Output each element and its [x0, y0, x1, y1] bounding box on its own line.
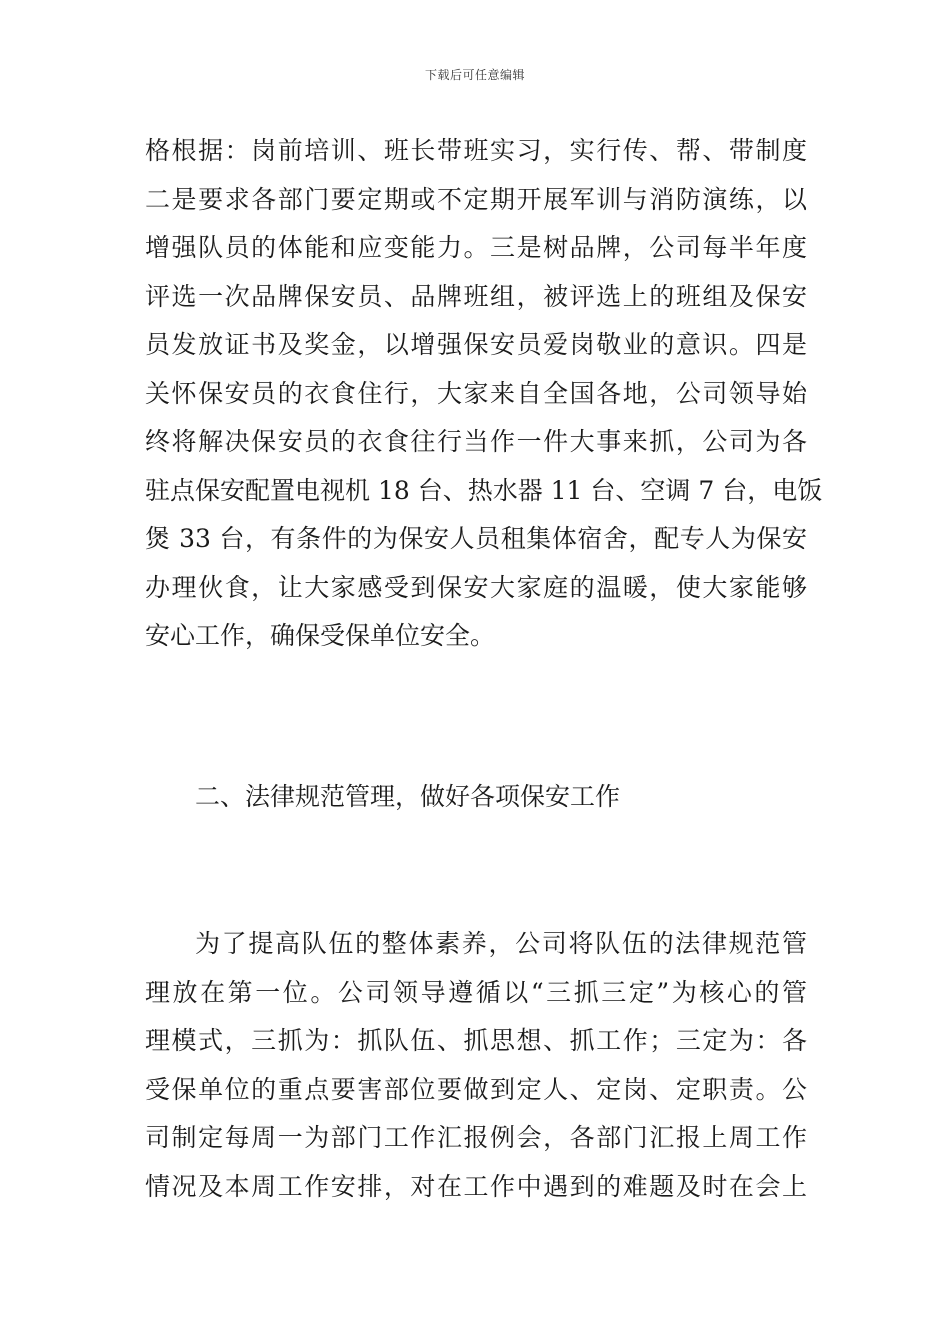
paragraph-line: 评选一次品牌保安员、品牌班组，被评选上的班组及保安	[145, 281, 807, 311]
paragraph-line: 员发放证书及奖金，以增强保安员爱岗敬业的意识。四是	[145, 330, 807, 359]
paragraph-line: 终将解决保安员的衣食往行当作一件大事来抓，公司为各	[145, 427, 807, 456]
paragraph-line: 关怀保安员的衣食住行，大家来自全国各地，公司领导始	[145, 378, 807, 408]
paragraph-1	[145, 127, 823, 661]
header-note: 下载后可任意编辑	[424, 68, 525, 82]
paragraph-line: 煲 33 台，有条件的为保安人员租集体宿舍，配专人为保安	[145, 524, 807, 553]
paragraph-line: 格根据：岗前培训、班长带班实习，实行传、帮、带制度	[145, 136, 807, 165]
paragraph-2	[145, 920, 807, 1211]
paragraph-line: 受保单位的重点要害部位要做到定人、定岗、定职责。公	[145, 1074, 807, 1104]
paragraph-line: 理模式，三抓为：抓队伍、抓思想、抓工作；三定为：各	[145, 1026, 807, 1055]
paragraph-line: 情况及本周工作安排，对在工作中遇到的难题及时在会上	[145, 1171, 807, 1201]
paragraph-line: 为了提高队伍的整体素养，公司将队伍的法律规范管	[195, 929, 807, 958]
section-heading: 二、法律规范管理，做好各项保安工作	[195, 782, 621, 811]
paragraph-line: 司制定每周一为部门工作汇报例会，各部门汇报上周工作	[145, 1123, 807, 1152]
paragraph-line: 二是要求各部门要定期或不定期开展军训与消防演练，以	[145, 184, 807, 214]
paragraph-line: 办理伙食，让大家感受到保安大家庭的温暖，使大家能够	[145, 572, 807, 602]
paragraph-line: 驻点保安配置电视机 18 台、热水器 11 台、空调 7 台，电饭	[145, 475, 823, 505]
paragraph-line: 安心工作，确保受保单位安全。	[145, 621, 496, 650]
paragraph-line: 增强队员的体能和应变能力。三是树品牌，公司每半年度	[145, 233, 807, 262]
paragraph-line: 理放在第一位。公司领导遵循以“三抓三定”为核心的管	[145, 977, 807, 1007]
